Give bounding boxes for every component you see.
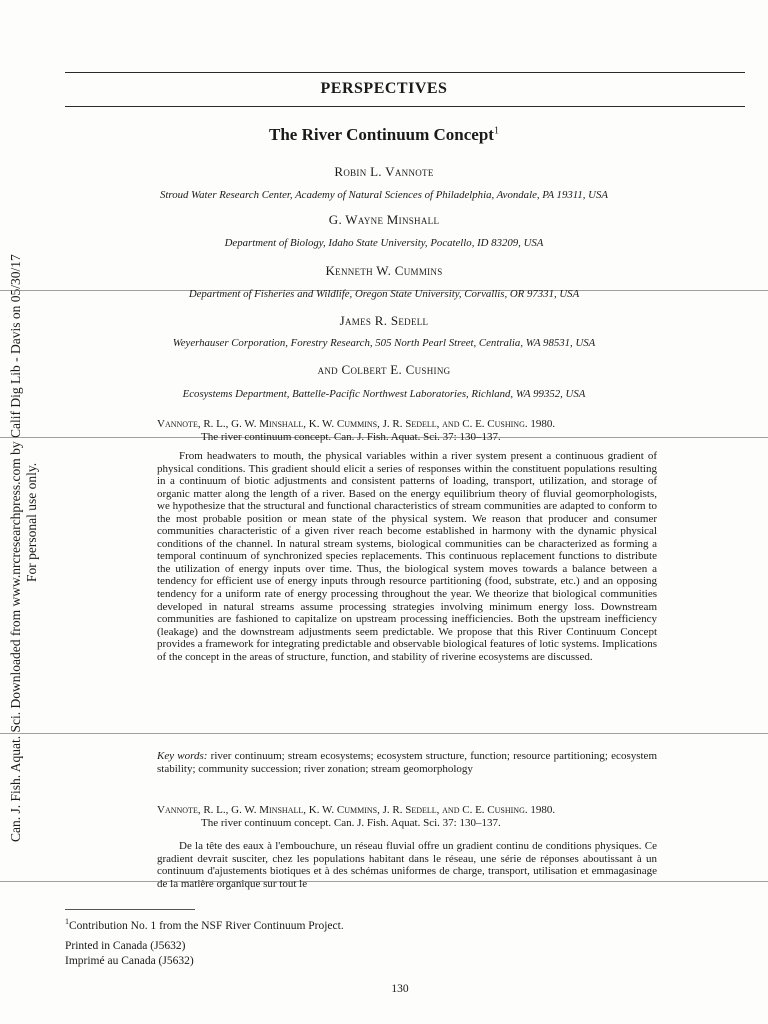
section-rule [65, 106, 745, 107]
sidebar-download-notice: Can. J. Fish. Aquat. Sci. Downloaded from www.nrcresearchpress.com by Calif Dig Lib - Davis on 05/30/17 [8, 254, 23, 842]
citation-authors: Vannote, R. L., G. W. Minshall, K. W. Cummins, J. R. Sedell, and C. E. Cushing. 1980. [157, 418, 556, 430]
title-footnote-marker: 1 [493, 125, 499, 137]
footnote-rule [65, 909, 195, 910]
scan-artifact-line [0, 733, 768, 734]
author-affiliation: Weyerhauser Corporation, Forestry Research, 505 North Pearl Street, Centralia, WA 98531, USA [172, 337, 596, 349]
citation [157, 418, 657, 444]
author-name: Kenneth W. Cummins [325, 263, 443, 278]
citation-repeat [157, 804, 657, 830]
printed-in-canada: Printed in Canada (J5632) [65, 940, 186, 952]
printed-in-canada-fr: Imprimé au Canada (J5632) [65, 955, 194, 967]
author-name: G. Wayne Minshall [328, 212, 440, 227]
author-affiliation: Ecosystems Department, Battelle-Pacific Northwest Laboratories, Richland, WA 99352, USA [182, 388, 586, 400]
sidebar-personal-use-notice: For personal use only. [24, 462, 39, 582]
author-affiliation: Department of Biology, Idaho State University, Pocatello, ID 83209, USA [224, 237, 544, 249]
author-name: Robin L. Vannote [334, 164, 434, 179]
keywords-text: river continuum; stream ecosystems; ecosystem structure, function; resource partitioning; ecosystem stability; community succession; river zonation; stream geomorphology [157, 750, 657, 775]
footnote-text: Contribution No. 1 from the NSF River Continuum Project. [69, 919, 344, 932]
author-affiliation: Department of Fisheries and Wildlife, Oregon State University, Corvallis, OR 97331, USA [188, 288, 580, 300]
citation-reference: The river continuum concept. Can. J. Fish. Aquat. Sci. 37: 130–137. [201, 817, 501, 829]
paper-title-text: The River Continuum Concept [269, 125, 494, 144]
top-rule [65, 72, 745, 73]
footnote [65, 917, 344, 932]
abstract-paragraph: From headwaters to mouth, the physical variables within a river system present a continuous gradient of physical conditions. This gradient should elicit a series of responses within the constituent populations resulting in a continuum of biotic adjustments and consistent patterns of loading, transport, utilization, and storage of organic matter along the length of a river. Based on the energy equilibrium theory of fluvial geomorphologists, we hypothesize that the structural and functional characteristics of stream communities are adapted to conform to the most probable position or mean state of the physical system. We reason that producer and consumer communities characteristic of a given river reach become established in harmony with the dynamic physical conditions of the channel. In natural stream systems, biological communities can be characterized as forming a temporal continuum of synchronized species replacements. This continuous replacement functions to distribute the utilization of energy inputs over time. Thus, the biological system moves towards a balance between a tendency for efficient use of energy inputs through resource partitioning (food, substrate, etc.) and an opposing tendency for a uniform rate of energy processing throughout the year. We theorize that biological communities developed in natural streams assume processing strategies involving minimum energy loss. Downstream communities are fashioned to capitalize on upstream processing inefficiencies. Both the upstream inefficiency (leakage) and the downstream adjustments seem predictable. We propose that this River Continuum Concept provides a framework for integrating predictable and observable biological features of lotic systems. Implications of the concept in the areas of structure, function, and stability of riverine ecosystems are discussed. [157, 450, 657, 663]
french-abstract-paragraph: De la tête des eaux à l'embouchure, un réseau fluvial offre un gradient continu de conditions physiques. Ce gradient devrait susciter, chez les populations habitant dans le réseau, une série de réponses aboutissant à un continuum d'ajustements biotiques et à des schémas uniformes de charge, transport, utilisation et emmagasinage de la matière organique sur tout le [157, 840, 657, 890]
keywords [157, 750, 657, 775]
keywords-label: Key words: [157, 750, 208, 762]
paper-title [0, 125, 768, 145]
author-affiliation: Stroud Water Research Center, Academy of Natural Sciences of Philadelphia, Avondale, PA 19311, USA [160, 189, 608, 201]
author-name: and Colbert E. Cushing [317, 362, 451, 377]
citation-authors: Vannote, R. L., G. W. Minshall, K. W. Cummins, J. R. Sedell, and C. E. Cushing. 1980. [157, 804, 556, 816]
author-name: James R. Sedell [339, 313, 429, 328]
citation-reference: The river continuum concept. Can. J. Fish. Aquat. Sci. 37: 130–137. [201, 431, 501, 443]
footnote-marker: 1 [65, 917, 69, 926]
page-number: 130 [391, 983, 409, 995]
section-heading: PERSPECTIVES [320, 80, 448, 97]
